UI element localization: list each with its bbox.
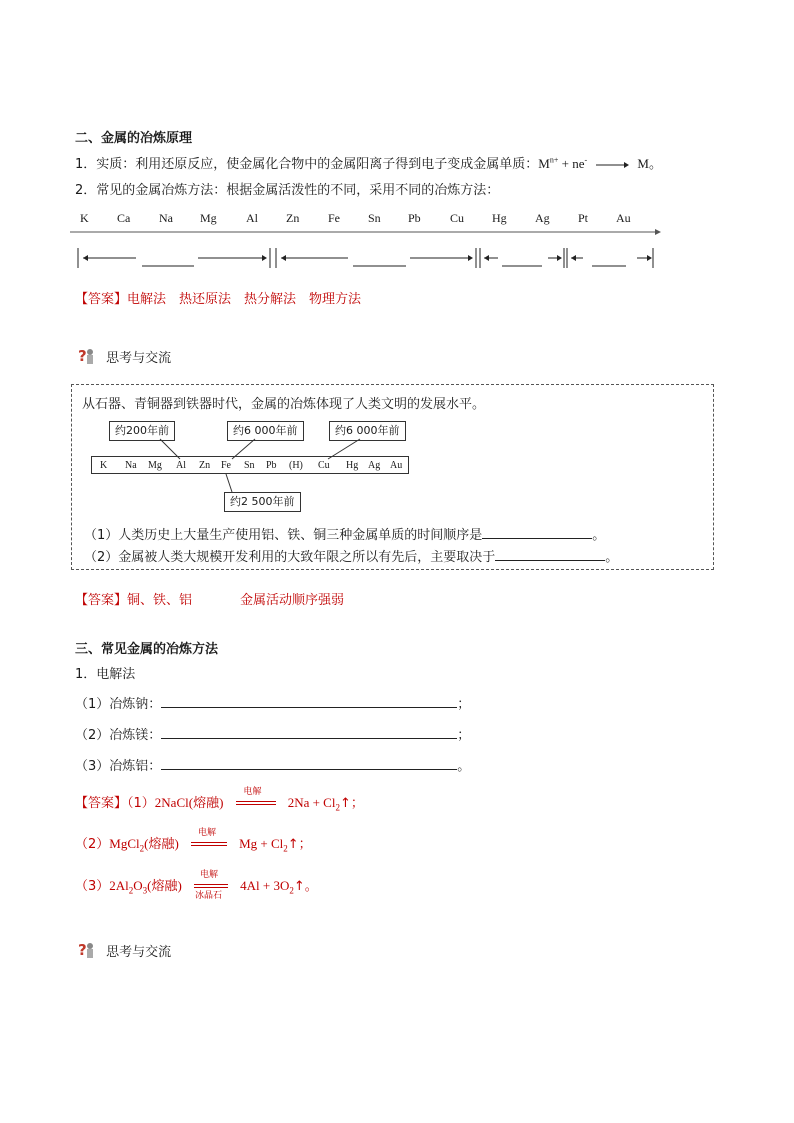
section2-title: 二、金属的冶炼原理 — [75, 131, 193, 146]
metal-item: Hg — [492, 211, 507, 225]
element-item: Hg — [346, 460, 359, 471]
metal-item: Na — [159, 211, 173, 225]
answer-blank[interactable] — [161, 724, 457, 739]
element-item: Sn — [244, 460, 255, 471]
element-item: Au — [390, 460, 403, 471]
principle-line: 1．实质：利用还原反应，使金属化合物中的金属阳离子得到电子变成金属单质：$M^{n+} + ne^-$ M。 — [75, 155, 662, 172]
metal-item: K — [80, 211, 89, 225]
method-range-diagram — [70, 224, 670, 272]
element-item: Zn — [199, 460, 211, 471]
element-item: Fe — [221, 460, 231, 471]
svg-text:?: ? — [78, 941, 87, 959]
question-1: （1）人类历史上大量生产使用铝、铁、铜三种金属单质的时间顺序是 。 — [84, 524, 605, 543]
element-item: Al — [176, 460, 186, 471]
metal-item: Pt — [578, 211, 589, 225]
answer-blank[interactable] — [482, 524, 592, 539]
answer-line: 【答案】电解法 热还原法 热分解法 物理方法 — [75, 292, 362, 307]
svg-text:?: ? — [78, 347, 87, 365]
think-header: ? 思考与交流 — [78, 941, 172, 960]
answer-blank[interactable] — [495, 546, 605, 561]
element-item: Cu — [318, 460, 330, 471]
fill-magnesium: （2）冶炼镁： ； — [75, 724, 470, 743]
answer-blank[interactable] — [161, 755, 457, 770]
electrolysis-heading: 1．电解法 — [75, 667, 136, 682]
condition-arrow: 电解 冰晶石 — [194, 880, 228, 894]
metal-item: Fe — [328, 211, 340, 225]
metal-item: Mg — [200, 211, 217, 225]
metal-item: Cu — [450, 211, 465, 225]
element-item: Mg — [148, 460, 162, 471]
callout-fe: 约2 500年前 — [224, 492, 301, 512]
question-figure-icon — [76, 346, 96, 366]
metal-item: Sn — [368, 211, 381, 225]
element-item: Na — [125, 460, 137, 471]
section3-title: 三、常见金属的冶炼方法 — [75, 642, 219, 657]
element-item: Ag — [368, 460, 381, 471]
fill-aluminum: （3）冶炼铝： 。 — [75, 755, 470, 774]
callout-cu: 约6 000年前 — [329, 421, 406, 441]
element-item: Pb — [266, 460, 277, 471]
fill-sodium: （1）冶炼钠： ； — [75, 693, 470, 712]
callout-al: 约200年前 — [109, 421, 175, 441]
element-item: K — [100, 460, 108, 471]
metal-item: Pb — [408, 211, 421, 225]
equation-sodium: 【答案】（1）2NaCl(熔融) 电解 $2Na + Cl_2↑$； — [75, 786, 364, 813]
condition-arrow: 电解 — [236, 797, 276, 811]
answer-blank[interactable] — [161, 693, 457, 708]
discussion-intro: 从石器、青铜器到铁器时代，金属的冶炼体现了人类文明的发展水平。 — [82, 397, 486, 412]
reaction-arrow-icon — [595, 160, 629, 170]
metal-item: Ag — [535, 211, 550, 225]
equation-aluminum: $(3)2Al_2O_3$(熔融) 电解 冰晶石 $4Al + 3O_2↑$。 — [75, 869, 318, 901]
answer-line: 【答案】铜、铁、铝 金属活动顺序强弱 — [75, 593, 345, 608]
metal-item: Al — [246, 211, 258, 225]
think-header: ? 思考与交流 — [78, 347, 172, 366]
methods-line: 2．常见的金属冶炼方法：根据金属活泼性的不同，采用不同的冶炼方法： — [75, 183, 500, 198]
element-row — [91, 456, 409, 474]
question-2: （2）金属被人类大规模开发利用的大致年限之所以有先后，主要取决于 。 — [84, 546, 618, 565]
element-item: (H) — [289, 460, 303, 471]
metal-item: Zn — [286, 211, 300, 225]
equation-magnesium: （2）MgCl$_2$(熔融) 电解 $Mg + Cl_2↑$； — [75, 827, 312, 854]
callout-fe-bronze: 约6 000年前 — [227, 421, 304, 441]
metal-item: Ca — [117, 211, 131, 225]
condition-arrow: 电解 — [191, 838, 227, 852]
question-figure-icon — [76, 940, 96, 960]
metal-item: Au — [616, 211, 631, 225]
